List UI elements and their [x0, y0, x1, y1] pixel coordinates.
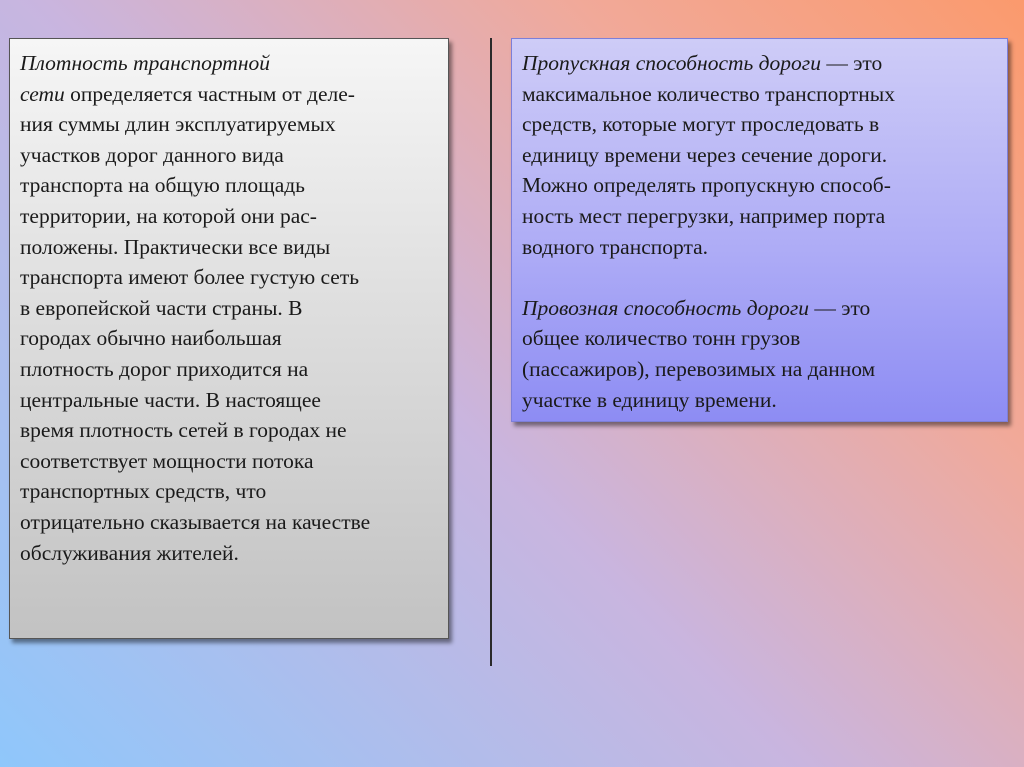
density-definition-text: обслуживания жителей. — [20, 540, 239, 565]
carrying-capacity-term: Провозная способность дороги — [522, 295, 809, 320]
density-definition-line — [20, 507, 438, 538]
throughput-capacity-line — [522, 140, 995, 171]
carrying-capacity-line — [522, 354, 995, 385]
density-definition-text: плотность дорог приходится на — [20, 356, 309, 381]
throughput-capacity-line — [522, 170, 995, 201]
density-definition-text: отрицательно сказывается на качестве — [20, 509, 371, 534]
density-definition-textbox — [9, 38, 449, 639]
throughput-capacity-text: — это — [820, 51, 883, 75]
throughput-capacity-line — [522, 109, 995, 140]
density-definition-line — [20, 109, 438, 140]
throughput-capacity-text: водного транспорта. — [522, 234, 709, 259]
throughput-capacity-line — [522, 48, 995, 79]
density-definition-text: положены. Практически все виды — [20, 234, 331, 259]
throughput-capacity-term: Пропускная способность дороги — [522, 51, 821, 75]
carrying-capacity-text: (пассажиров), перевозимых на данном — [522, 356, 876, 381]
carrying-capacity-line — [522, 385, 995, 416]
density-definition-line — [20, 476, 438, 507]
throughput-capacity-text: Можно определять пропускную способ- — [522, 173, 891, 198]
density-definition-line — [20, 354, 438, 385]
density-definition-term: сети — [20, 81, 65, 106]
density-definition-text: время плотность сетей в городах не — [20, 418, 347, 443]
carrying-capacity-text: участке в единицу времени. — [522, 387, 777, 412]
density-definition-text: участков дорог данного вида — [20, 142, 284, 167]
density-definition-line — [20, 140, 438, 171]
density-definition-line — [20, 446, 438, 477]
density-definition-line — [20, 48, 438, 79]
carrying-capacity-line — [522, 293, 995, 324]
density-definition-line — [20, 415, 438, 446]
density-definition-line — [20, 79, 438, 110]
throughput-capacity-text: единицу времени через сечение дороги. — [522, 142, 888, 167]
density-definition-text: ния суммы длин эксплуатируемых — [20, 112, 336, 137]
density-definition-text: определяется частным от деле- — [64, 81, 355, 106]
density-definition-line — [20, 293, 438, 324]
capacity-definitions-textbox — [511, 38, 1008, 422]
density-definition-text: транспорта имеют более густую сеть — [20, 265, 360, 290]
density-definition-line — [20, 201, 438, 232]
throughput-capacity-text: средств, которые могут проследовать в — [522, 112, 880, 137]
density-definition-line — [20, 232, 438, 263]
carrying-capacity-paragraph — [522, 293, 995, 415]
density-definition-text: в европейской части страны. В — [20, 295, 303, 320]
carrying-capacity-line — [522, 323, 995, 354]
density-definition-text: центральные части. В настоящее — [20, 387, 321, 412]
density-definition-text: территории, на которой они рас- — [20, 203, 317, 228]
paragraph-spacer — [522, 262, 995, 293]
throughput-capacity-line — [522, 201, 995, 232]
density-definition-text: транспортных средств, что — [20, 479, 267, 504]
density-definition-text: транспорта на общую площадь — [20, 173, 305, 198]
density-definition-line — [20, 538, 438, 569]
density-definition-line — [20, 170, 438, 201]
density-definition-text: городах обычно наибольшая — [20, 326, 282, 351]
throughput-capacity-text: максимальное количество транспортных — [522, 81, 895, 106]
density-definition-line — [20, 262, 438, 293]
carrying-capacity-text: общее количество тонн грузов — [522, 326, 801, 351]
carrying-capacity-text: — это — [808, 295, 871, 320]
throughput-capacity-paragraph — [522, 48, 995, 262]
vertical-divider — [490, 38, 492, 666]
density-definition-term: Плотность транспортной — [20, 51, 270, 75]
density-definition-text — [20, 48, 438, 568]
throughput-capacity-text: ность мест перегрузки, например порта — [522, 203, 886, 228]
throughput-capacity-line — [522, 232, 995, 263]
density-definition-line — [20, 385, 438, 416]
density-definition-line — [20, 323, 438, 354]
throughput-capacity-line — [522, 79, 995, 110]
density-definition-text: соответствует мощности потока — [20, 448, 314, 473]
